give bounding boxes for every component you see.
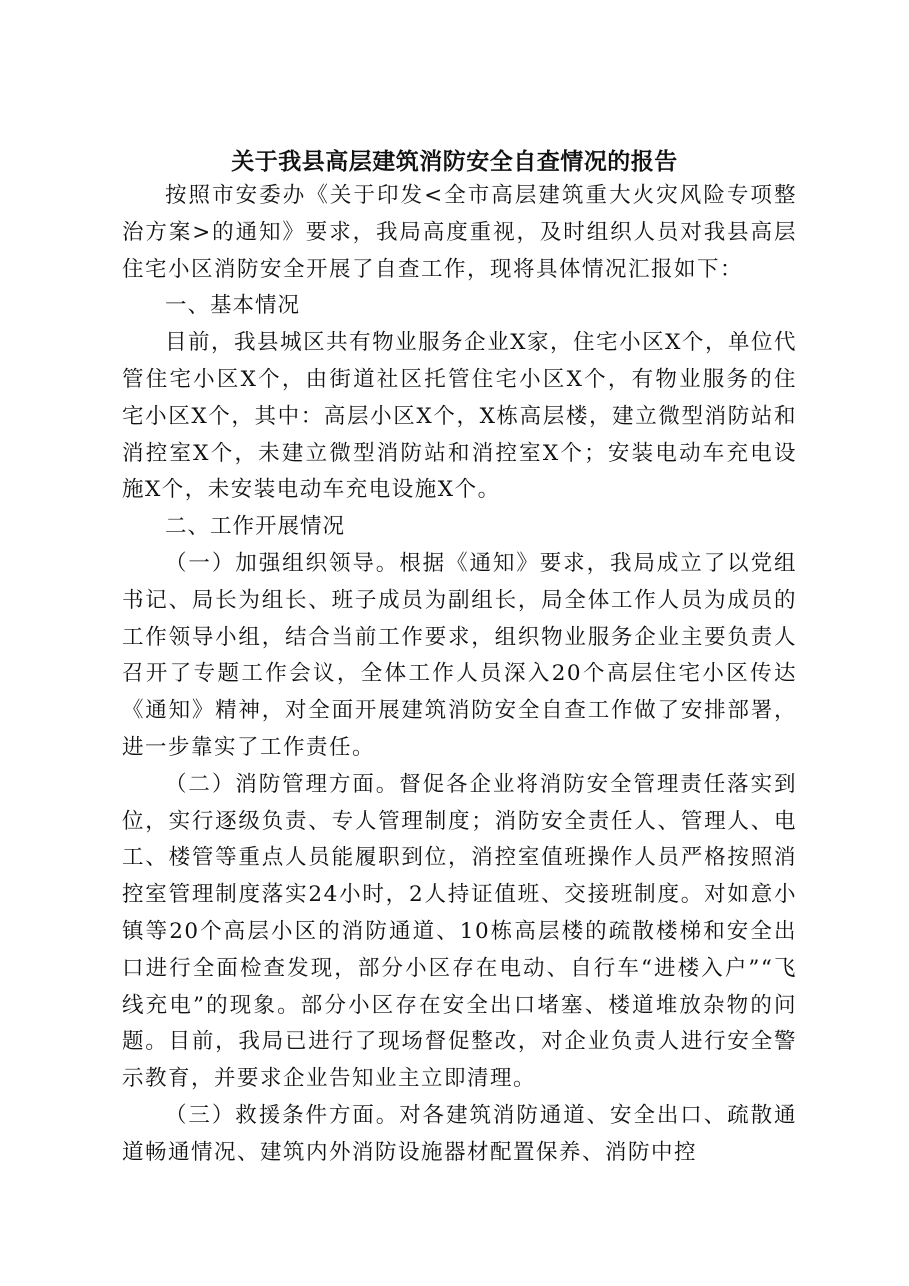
- intro-paragraph: 按照市安委办《关于印发<全市高层建筑重大火灾风险专项整治方案>的通知》要求，我局高度重视，及时组织人员对我县高层住宅小区消防安全开展了自查工作，现将具体情况汇报如下：: [122, 183, 797, 282]
- rescue-conditions-paragraph: （三）救援条件方面。对各建筑消防通道、安全出口、疏散通道畅通情况、建筑内外消防设施器材配置保养、消防中控: [122, 1102, 797, 1165]
- document-body: [122, 178, 797, 1172]
- organization-paragraph: （一）加强组织领导。根据《通知》要求，我局成立了以党组书记、局长为组长、班子成员为副组长，局全体工作人员为成员的工作领导小组，结合当前工作要求，组织物业服务企业主要负责人召开了专题工作会议，全体工作人员深入20个高层住宅小区传达《通知》精神，对全面开展建筑消防安全自查工作做了安排部署，进一步靠实了工作责任。: [122, 550, 797, 760]
- document-title: 关于我县高层建筑消防安全自查情况的报告: [231, 148, 678, 175]
- fire-management-paragraph: （二）消防管理方面。督促各企业将消防安全管理责任落实到位，实行逐级负责、专人管理制度；消防安全责任人、管理人、电工、楼管等重点人员能履职到位，消控室值班操作人员严格按照消控室管理制度落实24小时，2人持证值班、交接班制度。对如意小镇等20个高层小区的消防通道、10栋高层楼的疏散楼梯和安全出口进行全面检查发现，部分小区存在电动、自行车“进楼入户”“飞线充电”的现象。部分小区存在安全出口堵塞、楼道堆放杂物的问题。目前，我局已进行了现场督促整改，对企业负责人进行安全警示教育，并要求企业告知业主立即清理。: [122, 771, 797, 1092]
- section-heading-basic: 一、基本情况: [165, 293, 301, 319]
- basic-info-paragraph: 目前，我县城区共有物业服务企业X家，住宅小区X个，单位代管住宅小区X个，由街道社区托管住宅小区X个，有物业服务的住宅小区X个，其中：高层小区X个，X栋高层楼，建立微型消防站和消控室X个，未建立微型消防站和消控室X个；安装电动车充电设施X个，未安装电动车充电设施X个。: [122, 330, 797, 503]
- section-heading-work: 二、工作开展情况: [165, 514, 346, 540]
